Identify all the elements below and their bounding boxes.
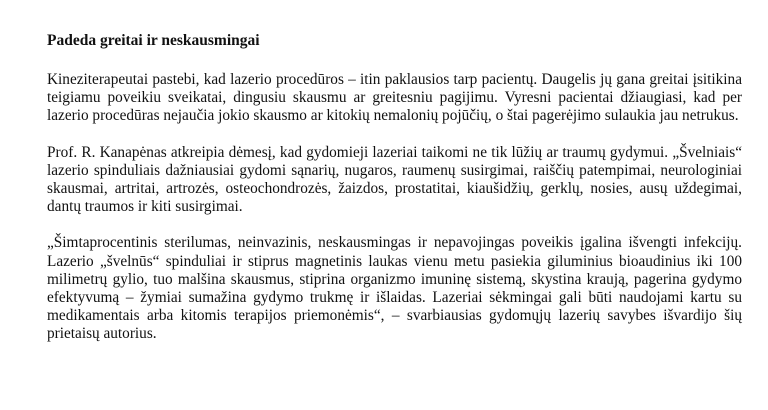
section-heading: Padeda greitai ir neskausmingai: [47, 32, 260, 49]
paragraph-2: Prof. R. Kanapėnas atkreipia dėmesį, kad gydomieji lazeriai taikomi ne tik lūžių ar traumų gydymui. „Švelniais“ lazerio spinduliais dažniausiai gydomi sąnarių, nugaros, raumenų susirgimai, raiščių patempimai, neurologiniai skausmai, artritai, artrozės, osteochondrozės, žaizdos, prostatitai, kiaušidžių, gerklų, nosies, ausų uždegimai, dantų traumos ir kiti susirgimai.: [47, 143, 742, 216]
paragraph-3: „Šimtaprocentinis sterilumas, neinvazinis, neskausmingas ir nepavojingas poveikis įgalina išvengti infekcijų. Lazerio „švelnūs“ spinduliai ir stiprus magnetinis laukas vienu metu pasiekia giluminius bioaudinius iki 100 milimetrų gylio, tuo malšina skausmus, stiprina organizmo imuninę sistemą, skystina kraują, pagerina gydymo efektyvumą – žymiai sumažina gydymo trukmę ir išlaidas. Lazeriai sėkmingai gali būti naudojami kartu su medikamentais arba kitomis terapijos priemonėmis“, – svarbiausias gydomųjų lazerių savybes išvardijo šių prietaisų autorius.: [47, 234, 742, 343]
paragraph-1: Kineziterapeutai pastebi, kad lazerio procedūros – itin paklausios tarp pacientų. Daugelis jų gana greitai įsitikina teigiamu poveikiu sveikatai, dingusiu skausmu ar greitesniu pagijimu. Vyresni pacientai džiaugiasi, kad per lazerio procedūras nejaučia jokio skausmo ar kitokių nemalonių pojūčių, o štai pagerėjimo sulaukia jau netrukus.: [47, 71, 742, 125]
